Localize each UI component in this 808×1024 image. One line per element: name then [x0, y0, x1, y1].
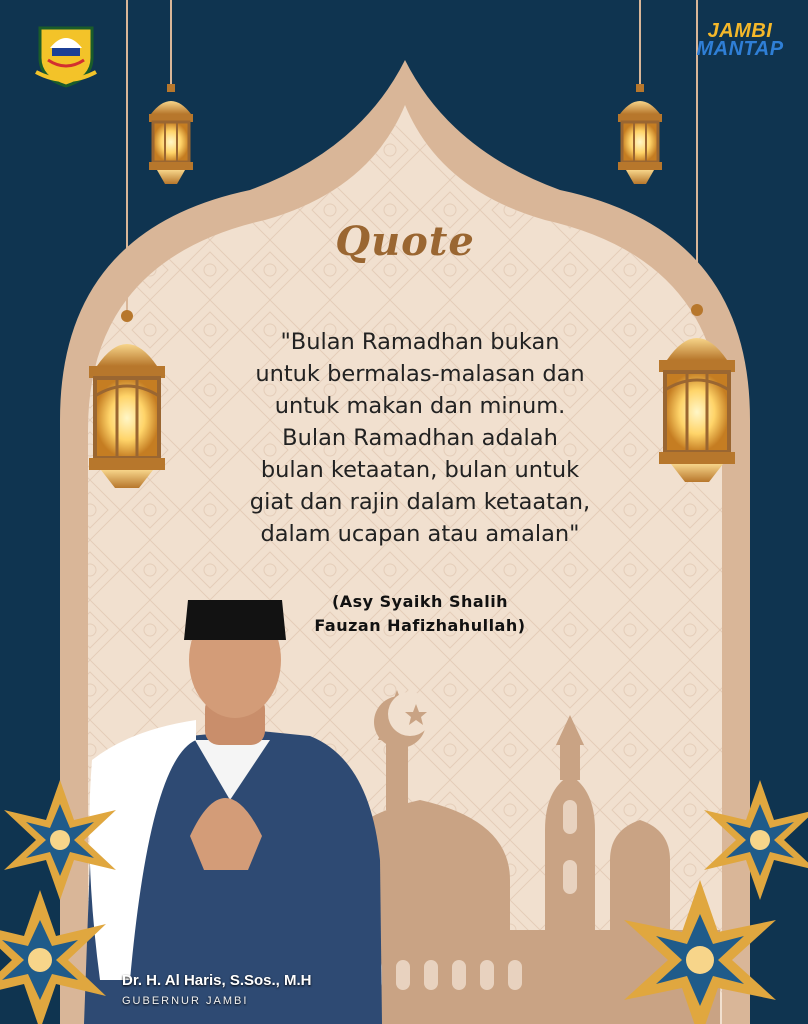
quote-heading: Quote: [335, 218, 475, 265]
person-title: GUBERNUR JAMBI: [122, 995, 249, 1007]
lantern-icon: [149, 84, 193, 184]
quote-text: "Bulan Ramadhan bukan untuk bermalas-malasan dan untuk makan dan minum. Bulan Ramadhan adalah bulan ketaatan, bulan untuk giat dan rajin dalam ketaatan, dalam ucapan atau amalan": [249, 329, 591, 547]
province-emblem-icon: [36, 28, 96, 86]
brand-line1: JAMBI: [707, 20, 773, 42]
quote-source: (Asy Syaikh Shalih Fauzan Hafizhahullah): [314, 592, 526, 635]
lantern-icon: [618, 84, 662, 184]
brand-logo: [684, 22, 796, 58]
person-name: Dr. H. Al Haris, S.Sos., M.H: [122, 972, 312, 989]
brand-line2: MANTAP: [696, 38, 784, 60]
